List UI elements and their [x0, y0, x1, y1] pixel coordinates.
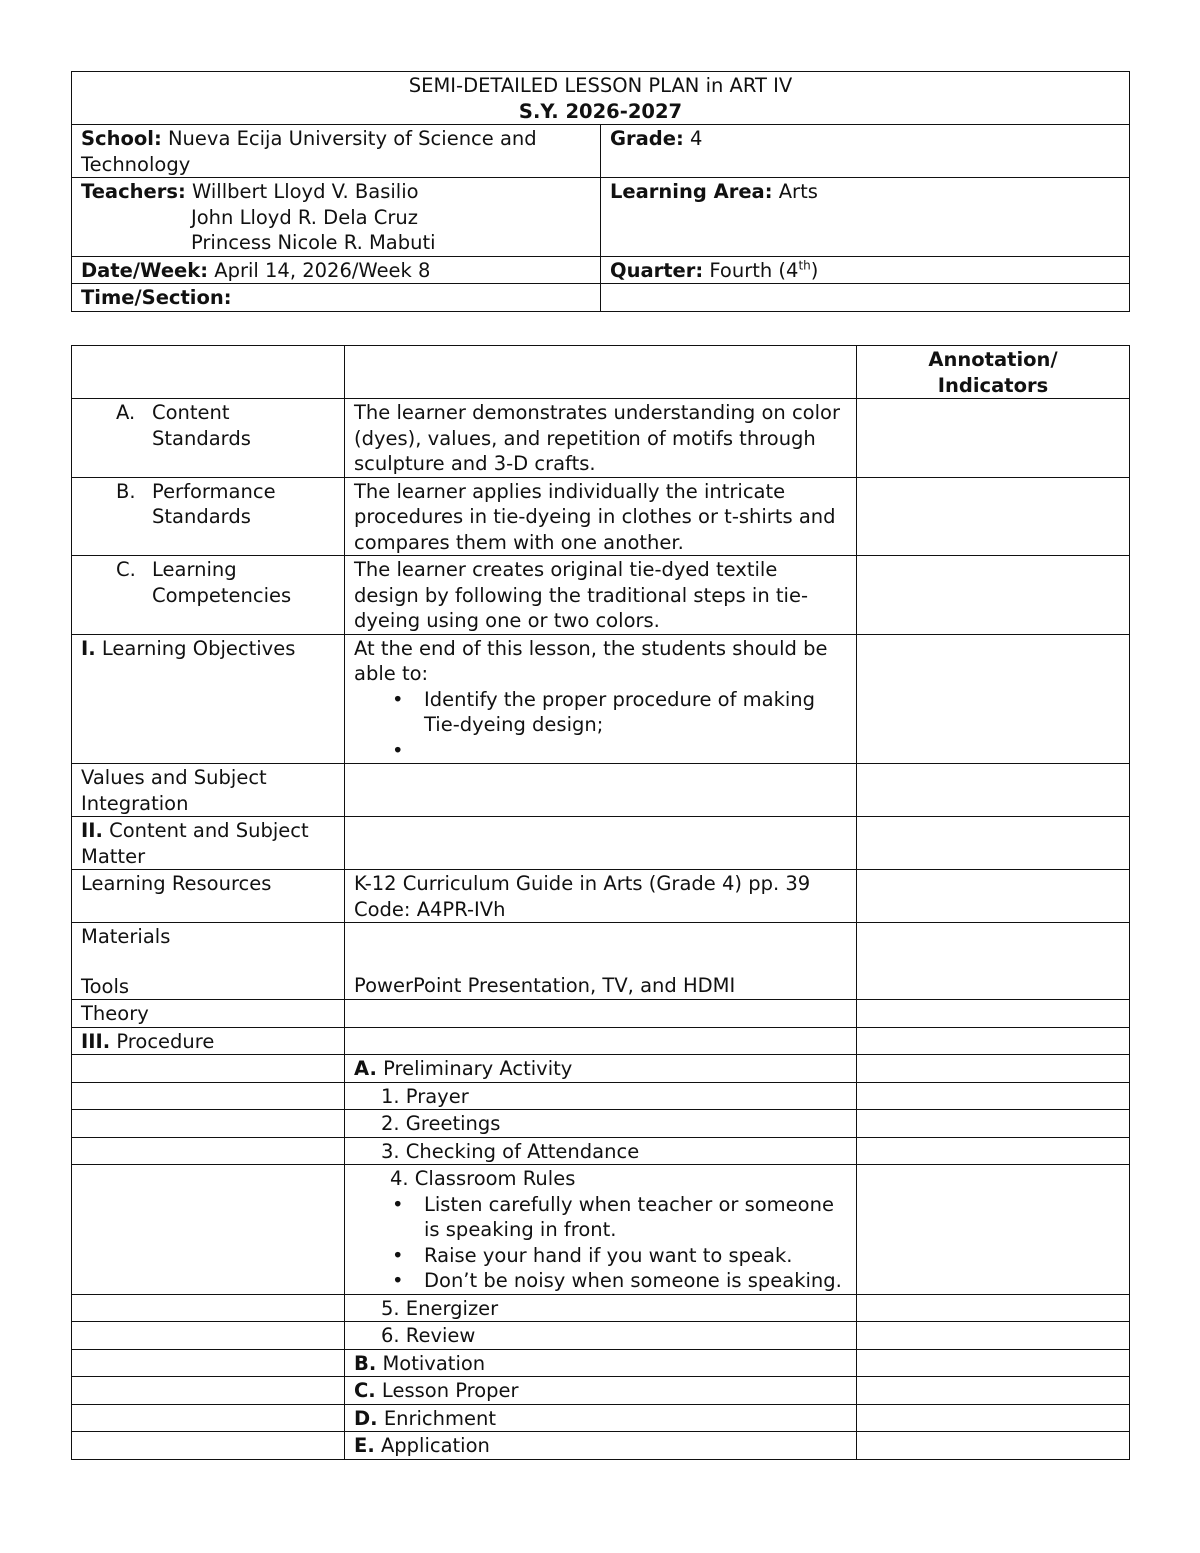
- content-label: Content and Subject Matter: [81, 819, 309, 868]
- standard-text: The learner applies individually the intricate procedures in tie-dyeing in clothes or t-shirts and compares them with one another.: [345, 477, 857, 556]
- step-label: Enrichment: [383, 1406, 497, 1430]
- theory-label: Theory: [72, 1000, 345, 1028]
- standard-label: Content Standards: [152, 401, 251, 450]
- procedure-label: Procedure: [116, 1029, 215, 1053]
- list-item: • Raise your hand if you want to speak.: [392, 1243, 793, 1267]
- time-section-value-cell: [601, 284, 1130, 312]
- tools-value: PowerPoint Presentation, TV, and HDMI: [354, 974, 736, 997]
- standard-row: [72, 399, 1130, 478]
- prelim-item: 2. Greetings: [345, 1110, 857, 1138]
- teachers-cell: [72, 178, 601, 257]
- step-row: [72, 1432, 1130, 1460]
- objectives-num: I.: [81, 636, 96, 660]
- school-label: School:: [81, 127, 162, 150]
- step-row: [72, 1377, 1130, 1405]
- grade-value: 4: [689, 127, 703, 150]
- annotation-cell: [857, 634, 1130, 764]
- step-row: [72, 1349, 1130, 1377]
- standard-text: The learner creates original tie-dyed textile design by following the traditional steps in tie-dyeing using one or two colors.: [345, 556, 857, 635]
- prelim-item: 1. Prayer: [345, 1082, 857, 1110]
- lesson-plan-table: [71, 345, 1130, 1460]
- standard-label: Performance Standards: [152, 479, 276, 528]
- table-row: [72, 1137, 1130, 1165]
- rules-row: [72, 1165, 1130, 1295]
- date-value: April 14, 2026/Week 8: [214, 258, 431, 282]
- step-letter: B.: [354, 1351, 377, 1375]
- content-row: [72, 817, 1130, 870]
- objectives-label: Learning Objectives: [101, 636, 296, 660]
- step-row: [72, 1404, 1130, 1432]
- standard-row: [72, 477, 1130, 556]
- objectives-list: [354, 687, 847, 764]
- school-year: S.Y. 2026-2027: [518, 99, 683, 123]
- values-row: [72, 764, 1130, 817]
- table-row: [72, 1082, 1130, 1110]
- quarter-label: Quarter:: [610, 258, 704, 282]
- prelim-label: Preliminary Activity: [383, 1057, 573, 1080]
- annotation-cell: [857, 556, 1130, 635]
- time-section-label: Time/Section:: [81, 286, 232, 309]
- objectives-intro: At the end of this lesson, the students should be able to:: [354, 636, 828, 685]
- grade-label: Grade:: [610, 127, 684, 150]
- step-label: Motivation: [382, 1351, 486, 1375]
- learning-area-value: Arts: [778, 180, 818, 203]
- tools-label: Tools: [81, 974, 130, 998]
- teacher-name: Willbert Lloyd V. Basilio: [192, 180, 419, 203]
- list-item: • Don’t be noisy when someone is speaking.: [392, 1269, 842, 1292]
- table-row: [72, 1294, 1130, 1322]
- table-row: [72, 1322, 1130, 1350]
- header-blank-cell: [72, 346, 345, 399]
- prelim-letter: A.: [354, 1057, 377, 1080]
- teachers-label: Teachers:: [81, 180, 186, 203]
- resources-line: K-12 Curriculum Guide in Arts (Grade 4) pp. 39: [354, 872, 811, 895]
- content-num: II.: [81, 819, 103, 842]
- list-item: • Listen carefully when teacher or someone is speaking in front.: [392, 1192, 834, 1241]
- document-title: SEMI-DETAILED LESSON PLAN in ART IV: [408, 74, 793, 97]
- school-value: Nueva Ecija University of Science and Technology: [81, 127, 537, 176]
- date-label: Date/Week:: [81, 258, 209, 282]
- quarter-cell: [601, 256, 1130, 284]
- annotation-header: Annotation/ Indicators: [928, 348, 1058, 397]
- objectives-row: [72, 634, 1130, 764]
- header-blank-cell: [345, 346, 857, 399]
- learning-area-label: Learning Area:: [610, 180, 773, 203]
- resources-label: Learning Resources: [72, 870, 345, 923]
- prelim-item: 5. Energizer: [345, 1294, 857, 1322]
- materials-label: Materials: [81, 925, 171, 948]
- procedure-num: III.: [81, 1029, 111, 1053]
- annotation-header-cell: [857, 346, 1130, 399]
- procedure-row: [72, 1027, 1130, 1055]
- annotation-cell: [857, 399, 1130, 478]
- prelim-item: 6. Review: [345, 1322, 857, 1350]
- step-letter: C.: [354, 1379, 376, 1402]
- step-letter: D.: [354, 1406, 378, 1430]
- standard-letter: A.: [116, 401, 136, 424]
- rules-title: 4. Classroom Rules: [390, 1167, 576, 1190]
- values-label: Values and Subject Integration: [72, 764, 345, 817]
- standard-row: [72, 556, 1130, 635]
- resources-code: Code: A4PR-IVh: [354, 897, 506, 921]
- quarter-close: ): [810, 258, 819, 282]
- header-table: [71, 71, 1130, 312]
- quarter-superscript: th: [798, 258, 811, 272]
- step-letter: E.: [354, 1434, 375, 1457]
- standard-letter: C.: [116, 558, 136, 581]
- list-item: • Identify the proper procedure of making Tie-dyeing design;: [392, 687, 816, 736]
- annotation-cell: [857, 477, 1130, 556]
- prelim-row: [72, 1055, 1130, 1083]
- standard-label: Learning Competencies: [152, 558, 292, 607]
- school-cell: [72, 125, 601, 178]
- teacher-name: John Lloyd R. Dela Cruz: [191, 205, 418, 229]
- step-label: Lesson Proper: [381, 1379, 519, 1402]
- rules-list: [354, 1192, 847, 1294]
- grade-cell: [601, 125, 1130, 178]
- time-section-cell: [72, 284, 601, 312]
- table-row: [72, 1110, 1130, 1138]
- quarter-value: Fourth (4: [709, 258, 799, 282]
- standard-text: The learner demonstrates understanding on color (dyes), values, and repetition of motifs through sculpture and 3-D crafts.: [345, 399, 857, 478]
- step-label: Application: [380, 1434, 490, 1457]
- teacher-name: Princess Nicole R. Mabuti: [191, 231, 436, 254]
- date-cell: [72, 256, 601, 284]
- title-cell: [72, 72, 1130, 125]
- theory-row: [72, 1000, 1130, 1028]
- materials-row: [72, 923, 1130, 1000]
- resources-row: [72, 870, 1130, 923]
- standard-letter: B.: [116, 479, 136, 503]
- prelim-item: 3. Checking of Attendance: [345, 1137, 857, 1165]
- learning-area-cell: [601, 178, 1130, 257]
- list-item: •: [392, 738, 404, 762]
